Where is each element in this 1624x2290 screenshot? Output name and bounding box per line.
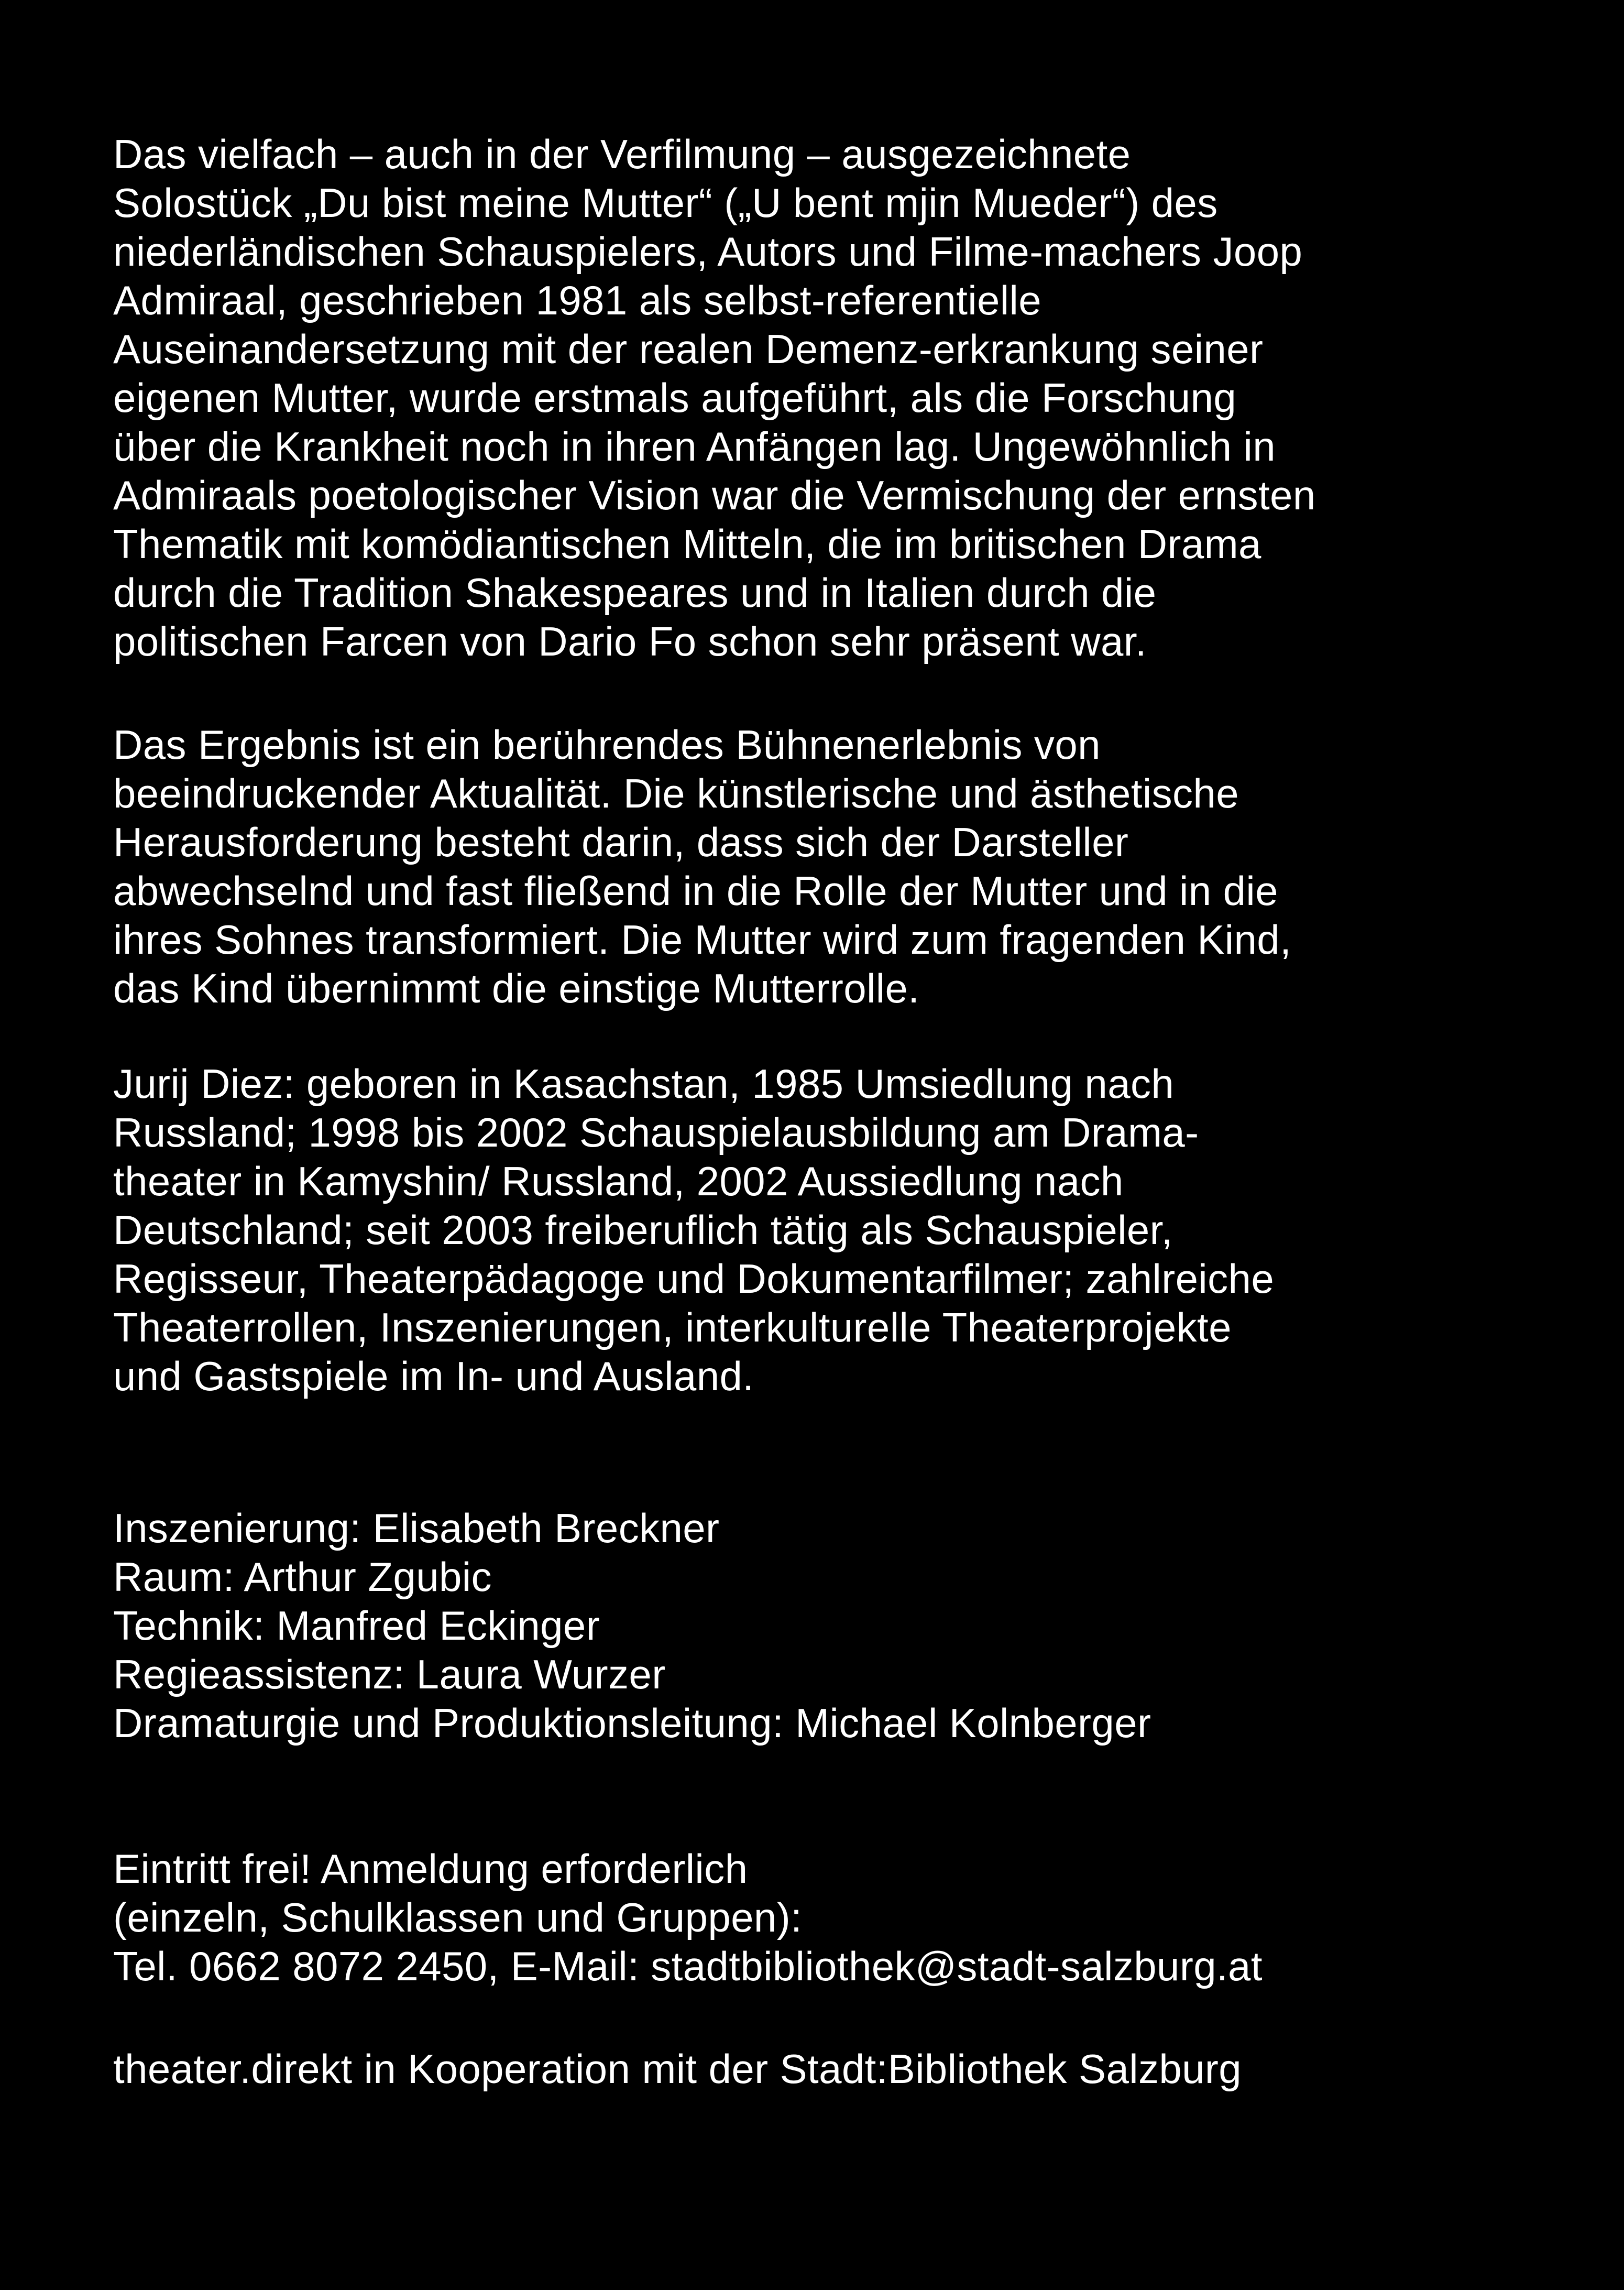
text-line: abwechselnd und fast fließend in die Rolle der Mutter und in die xyxy=(113,868,1278,914)
credit-technical: Technik: Manfred Eckinger xyxy=(113,1602,600,1649)
footer-text: theater.direkt in Kooperation mit der Stadt:Bibliothek Salzburg xyxy=(113,2046,1242,2092)
cooperation-footer xyxy=(113,2045,1242,2093)
registration-groups-line: (einzeln, Schulklassen und Gruppen): xyxy=(113,1894,803,1940)
text-line: Theaterrollen, Inszenierungen, interkulturelle Theaterprojekte xyxy=(113,1304,1232,1350)
text-line: über die Krankheit noch in ihren Anfängen lag. Ungewöhnlich in xyxy=(113,423,1276,470)
text-line: Jurij Diez: geboren in Kasachstan, 1985 Umsiedlung nach xyxy=(113,1061,1175,1107)
text-line: eigenen Mutter, wurde erstmals aufgeführt, als die Forschung xyxy=(113,375,1237,421)
admission-info xyxy=(113,1845,1263,1991)
text-line: das Kind übernimmt die einstige Mutterrolle. xyxy=(113,965,920,1011)
contact-phone-email-line: Tel. 0662 8072 2450, E-Mail: stadtbibliothek@stadt-salzburg.at xyxy=(113,1943,1263,1989)
credit-assistant-director: Regieassistenz: Laura Wurzer xyxy=(113,1651,666,1697)
admission-line: Eintritt frei! Anmeldung erforderlich xyxy=(113,1846,748,1892)
text-line: Thematik mit komödiantischen Mitteln, die im britischen Drama xyxy=(113,521,1261,567)
text-line: Admiraal, geschrieben 1981 als selbst-referentielle xyxy=(113,277,1042,323)
text-line: Admiraals poetologischer Vision war die Vermischung der ernsten xyxy=(113,472,1316,518)
text-line: Deutschland; seit 2003 freiberuflich tätig als Schauspieler, xyxy=(113,1207,1173,1253)
text-line: Russland; 1998 bis 2002 Schauspielausbildung am Drama- xyxy=(113,1109,1199,1155)
text-line: Regisseur, Theaterpädagoge und Dokumentarfilmer; zahlreiche xyxy=(113,1256,1275,1302)
description-paragraph-1 xyxy=(113,130,1316,666)
text-line: niederländischen Schauspielers, Autors und Filme-machers Joop xyxy=(113,228,1303,275)
text-line: und Gastspiele im In- und Ausland. xyxy=(113,1353,754,1399)
description-paragraph-2 xyxy=(113,721,1291,1013)
text-line: Das vielfach – auch in der Verfilmung – ausgezeichnete xyxy=(113,131,1131,177)
text-line: Auseinandersetzung mit der realen Demenz-erkrankung seiner xyxy=(113,326,1264,372)
text-line: ihres Sohnes transformiert. Die Mutter wird zum fragenden Kind, xyxy=(113,917,1292,963)
biography-paragraph xyxy=(113,1060,1274,1401)
credit-direction: Inszenierung: Elisabeth Breckner xyxy=(113,1505,720,1551)
text-line: Herausforderung besteht darin, dass sich der Darsteller xyxy=(113,819,1129,865)
text-line: beeindruckender Aktualität. Die künstlerische und ästhetische xyxy=(113,770,1239,816)
credit-set-design: Raum: Arthur Zgubic xyxy=(113,1554,492,1600)
text-line: politischen Farcen von Dario Fo schon sehr präsent war. xyxy=(113,618,1147,664)
credit-dramaturgy: Dramaturgie und Produktionsleitung: Michael Kolnberger xyxy=(113,1700,1151,1746)
text-line: Das Ergebnis ist ein berührendes Bühnenerlebnis von xyxy=(113,722,1101,768)
text-line: Solostück „Du bist meine Mutter“ („U bent mjin Mueder“) des xyxy=(113,180,1218,226)
text-line: durch die Tradition Shakespeares und in Italien durch die xyxy=(113,570,1157,616)
text-line: theater in Kamyshin/ Russland, 2002 Aussiedlung nach xyxy=(113,1158,1124,1204)
credits-list xyxy=(113,1504,1151,1748)
